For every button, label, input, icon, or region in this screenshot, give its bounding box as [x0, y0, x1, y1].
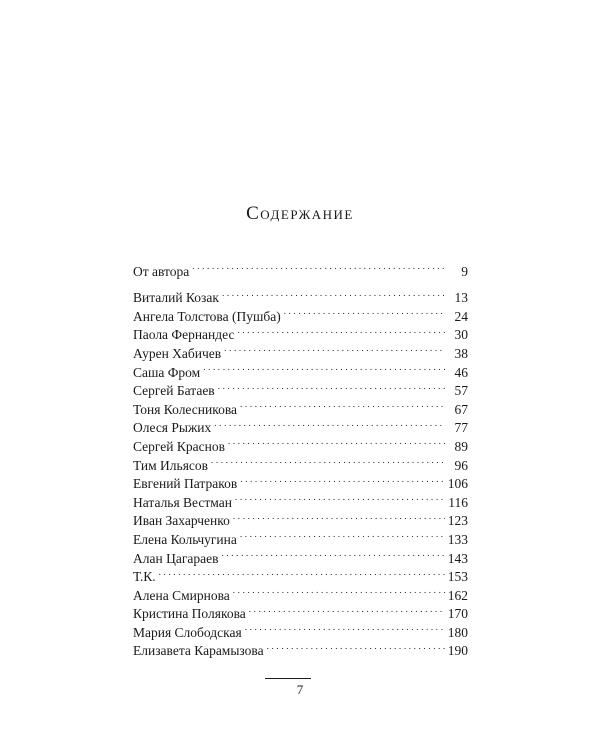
toc-entry-page: 170 — [447, 606, 468, 622]
toc-dot-leader — [211, 451, 445, 470]
toc-entry-page: 30 — [454, 327, 468, 343]
toc-entry-name: От автора — [133, 263, 190, 279]
toc-entry-name: Саша Фром — [133, 364, 201, 380]
toc-entry-page: 89 — [454, 438, 468, 454]
toc-entry — [133, 581, 468, 603]
toc-dot-leader — [245, 618, 445, 637]
toc-entry-name: Елизавета Карамызова — [133, 643, 264, 659]
toc-entry-name: Виталий Козак — [133, 290, 219, 306]
toc-dot-leader — [159, 563, 445, 582]
toc-entry-page: 46 — [454, 364, 468, 380]
toc-entry-page: 116 — [448, 494, 468, 510]
toc-dot-leader — [214, 414, 445, 433]
toc-entry-page: 123 — [447, 513, 468, 529]
toc-dot-leader — [218, 377, 445, 396]
toc-entry-name: Сергей Батаев — [133, 383, 215, 399]
toc-entry-name: Иван Захарченко — [133, 513, 230, 529]
toc-entry — [133, 284, 468, 306]
toc-entry — [133, 257, 468, 279]
toc-dot-leader — [222, 284, 445, 303]
toc-dot-leader — [221, 544, 444, 563]
toc-dot-leader — [233, 507, 445, 526]
toc-entry-name: Алан Цагараев — [133, 550, 219, 566]
toc-entry-page: 190 — [447, 643, 468, 659]
toc-entry-page: 57 — [454, 383, 468, 399]
toc-entry-name: Тим Ильясов — [133, 457, 209, 473]
toc-entry-name: Олеся Рыжих — [133, 420, 212, 436]
toc-entry-page: 67 — [454, 401, 468, 417]
toc-entry-page: 9 — [461, 263, 468, 279]
toc-dot-leader — [192, 257, 445, 276]
toc-entry-name: Мария Слободская — [133, 624, 242, 640]
toc-entry-page: 133 — [447, 531, 468, 547]
toc-entry-name: Паола Фернандес — [133, 327, 235, 343]
toc-entry-name: Тоня Колесникова — [133, 401, 238, 417]
page-title: Содержание — [246, 203, 354, 224]
toc-dot-leader — [284, 302, 445, 321]
table-of-contents — [133, 257, 468, 659]
toc-entry-name: Наталья Вестман — [133, 494, 232, 510]
toc-dot-leader — [240, 470, 445, 489]
toc-entry-name: Ангела Толстова (Пушба) — [133, 308, 281, 324]
toc-entry-page: 13 — [454, 290, 468, 306]
toc-entry-name: Т.К. — [133, 569, 156, 585]
toc-dot-leader — [235, 488, 445, 507]
toc-dot-leader — [203, 358, 445, 377]
toc-entry — [133, 563, 468, 585]
toc-dot-leader — [228, 432, 445, 451]
toc-entry-name: Алена Смирнова — [133, 587, 230, 603]
toc-entry-name: Елена Кольчугина — [133, 531, 237, 547]
toc-entry-name: Сергей Краснов — [133, 438, 225, 454]
toc-dot-leader — [249, 600, 445, 619]
toc-dot-leader — [224, 339, 445, 358]
folio-rule — [265, 678, 311, 679]
toc-dot-leader — [267, 637, 445, 656]
toc-entry-page: 180 — [447, 624, 468, 640]
toc-entry-name: Кристина Полякова — [133, 606, 246, 622]
toc-entry-page: 96 — [454, 457, 468, 473]
page-number: 7 — [296, 682, 304, 697]
toc-entry-page: 77 — [454, 420, 468, 436]
toc-entry-page: 162 — [447, 587, 468, 603]
toc-dot-leader — [233, 581, 445, 600]
toc-entry-page: 106 — [447, 476, 468, 492]
toc-entry-page: 24 — [454, 308, 468, 324]
toc-entry-page: 38 — [454, 345, 468, 361]
toc-entry-page: 153 — [447, 569, 468, 585]
toc-dot-leader — [237, 321, 445, 340]
toc-dot-leader — [240, 525, 445, 544]
toc-entry-name: Евгений Патраков — [133, 476, 238, 492]
toc-entry-page: 143 — [447, 550, 468, 566]
toc-dot-leader — [240, 395, 445, 414]
toc-entry-name: Аурен Хабичев — [133, 345, 222, 361]
